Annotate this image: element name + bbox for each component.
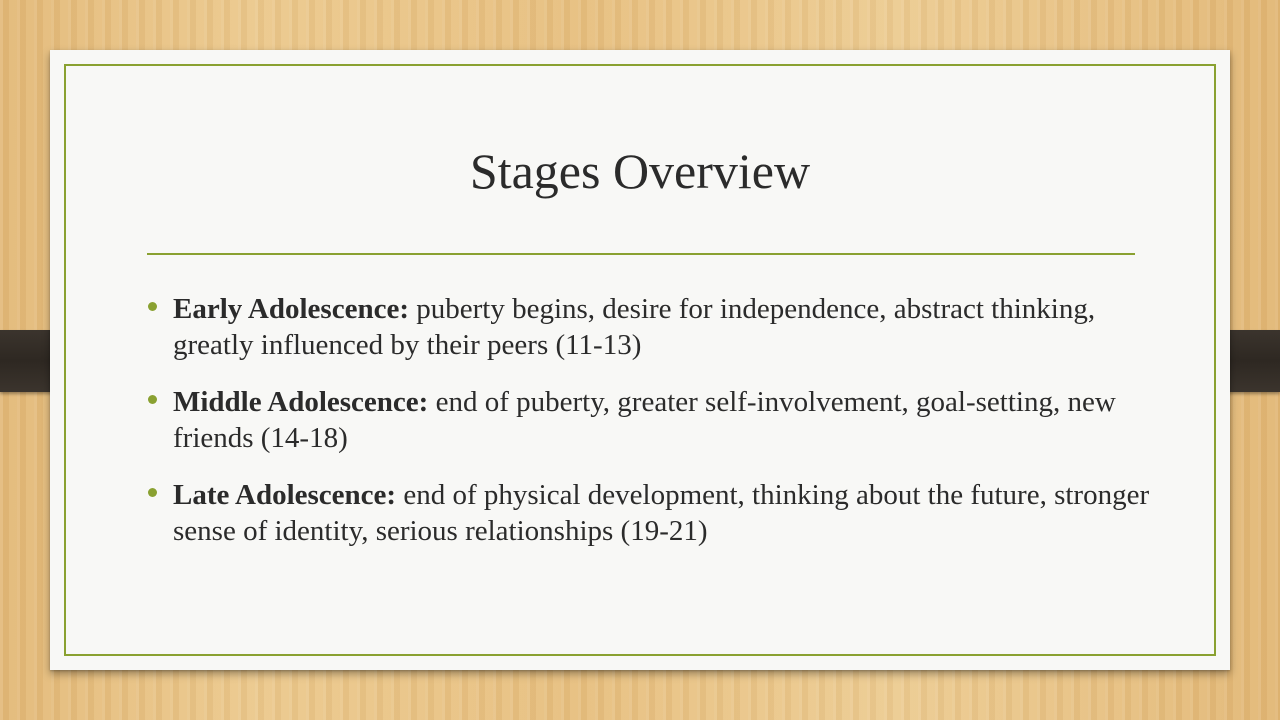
bullet-item-middle-adolescence	[173, 384, 1153, 456]
bullet-text: end of physical development, thinking about the future, stronger sense of identity, serious relationships (19-21)	[173, 479, 1150, 547]
bullet-item-early-adolescence	[173, 291, 1153, 363]
bullet-text: puberty begins, desire for independence, abstract thinking, greatly influenced by their peers (11-13)	[173, 293, 1096, 361]
bullet-term: Early Adolescence:	[173, 293, 409, 325]
bullet-term: Late Adolescence:	[173, 479, 397, 511]
slide	[50, 50, 1230, 670]
slide-title: Stages Overview	[469, 143, 811, 199]
bullet-text: end of puberty, greater self-involvement, goal-setting, new friends (14-18)	[173, 386, 1116, 454]
title-divider	[147, 253, 1135, 255]
bullet-item-late-adolescence	[173, 477, 1153, 549]
bullet-dot-icon	[148, 395, 157, 404]
bullet-list	[173, 291, 1153, 570]
bullet-dot-icon	[148, 488, 157, 497]
bullet-dot-icon	[148, 302, 157, 311]
bullet-term: Middle Adolescence:	[173, 386, 429, 418]
